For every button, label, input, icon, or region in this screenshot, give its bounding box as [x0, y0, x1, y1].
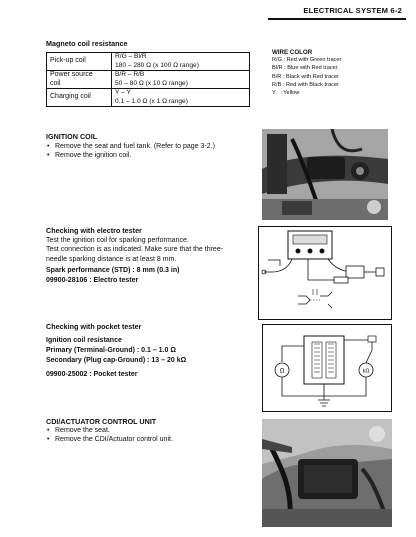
power-source-coil-resistance: 50 – 80 Ω (x 10 Ω range): [115, 79, 188, 87]
pocket-tester-title: Checking with pocket tester: [46, 322, 142, 331]
spark-performance-spec: Spark performance (STD) : 8 mm (0.3 in): [46, 267, 180, 274]
table-row: [47, 53, 250, 71]
list-item: • Remove the CDI/Actuator control unit.: [46, 435, 173, 444]
list-item: • Remove the ignition coil.: [46, 151, 215, 160]
power-source-coil-value: [112, 71, 250, 89]
power-source-coil-label: [47, 71, 112, 89]
list-item: • Remove the seat and fuel tank. (Refer to page 3-2.): [46, 142, 215, 151]
electro-tester-text: [46, 236, 223, 264]
secondary-resistance-spec: Secondary (Plug cap-Ground) : 13 – 20 kΩ: [46, 357, 187, 364]
electro-tester-diagram: [258, 226, 392, 320]
paragraph-line: Test connection is as indicated. Make sure that the three-: [46, 246, 224, 254]
charging-coil-wires: Y – Y: [115, 89, 131, 97]
power-source-coil-wires: B/R – R/B: [115, 71, 145, 79]
wire-color-item: Y : Yellow: [272, 90, 300, 97]
wire-color-legend: [272, 49, 341, 97]
primary-resistance-spec: Primary (Terminal-Ground) : 0.1 – 1.0 Ω: [46, 347, 176, 354]
cdi-steps: [46, 426, 173, 445]
table-row: [47, 71, 250, 89]
ignition-coil-title: IGNITION COIL: [46, 132, 98, 141]
charging-coil-label: Charging coil: [47, 89, 112, 107]
wire-color-title: WIRE COLOR: [272, 49, 313, 56]
ignition-coil-photo: [262, 129, 388, 220]
coil-resistance-title: Ignition coil resistance: [46, 337, 122, 344]
wire-color-item: B/R : Black with Red tracer: [272, 73, 339, 80]
wire-color-item: R/G : Red with Green tracer: [272, 57, 342, 63]
pickup-coil-label: Pick-up coil: [47, 53, 112, 71]
electro-tester-tool: 09900-28106 : Electro tester: [46, 277, 139, 284]
ignition-coil-steps: [46, 142, 215, 161]
magneto-title: Magneto coil resistance: [46, 39, 128, 48]
wire-color-item: Bl/R : Blue with Red tracer: [272, 65, 338, 72]
table-row: [47, 89, 250, 107]
paragraph-line: needle sparking distance is at least 8 mm.: [46, 255, 177, 263]
cdi-unit-photo: [262, 419, 392, 527]
list-item: • Remove the seat.: [46, 426, 173, 435]
pickup-coil-value: [112, 53, 250, 71]
wire-color-item: R/B : Red with Black tracer: [272, 81, 339, 88]
power-source-label-line1: Power source: [50, 71, 93, 79]
cdi-title: CDI/ACTUATOR CONTROL UNIT: [46, 417, 157, 426]
charging-coil-value: [112, 89, 250, 107]
pickup-coil-resistance: 180 – 280 Ω (x 100 Ω range): [115, 61, 199, 69]
electro-tester-title: Checking with electro tester: [46, 226, 142, 235]
ohm-meter-label: Ω: [279, 367, 285, 375]
kohm-meter-label: kΩ: [362, 368, 370, 375]
page-header-title: ELECTRICAL SYSTEM 6-2: [303, 6, 402, 15]
header-rule: [268, 18, 406, 20]
charging-coil-resistance: 0.1 – 1.0 Ω (x 1 Ω range): [115, 97, 188, 105]
paragraph-line: Test the ignition coil for sparking performance.: [46, 237, 189, 244]
magneto-resistance-table: [46, 52, 250, 107]
pocket-tester-tool: 09900-25002 : Pocket tester: [46, 371, 138, 378]
pickup-coil-wires: R/G – Bl/R: [115, 53, 147, 61]
pocket-tester-diagram: [262, 324, 392, 412]
power-source-label-line2: coil: [50, 79, 61, 87]
